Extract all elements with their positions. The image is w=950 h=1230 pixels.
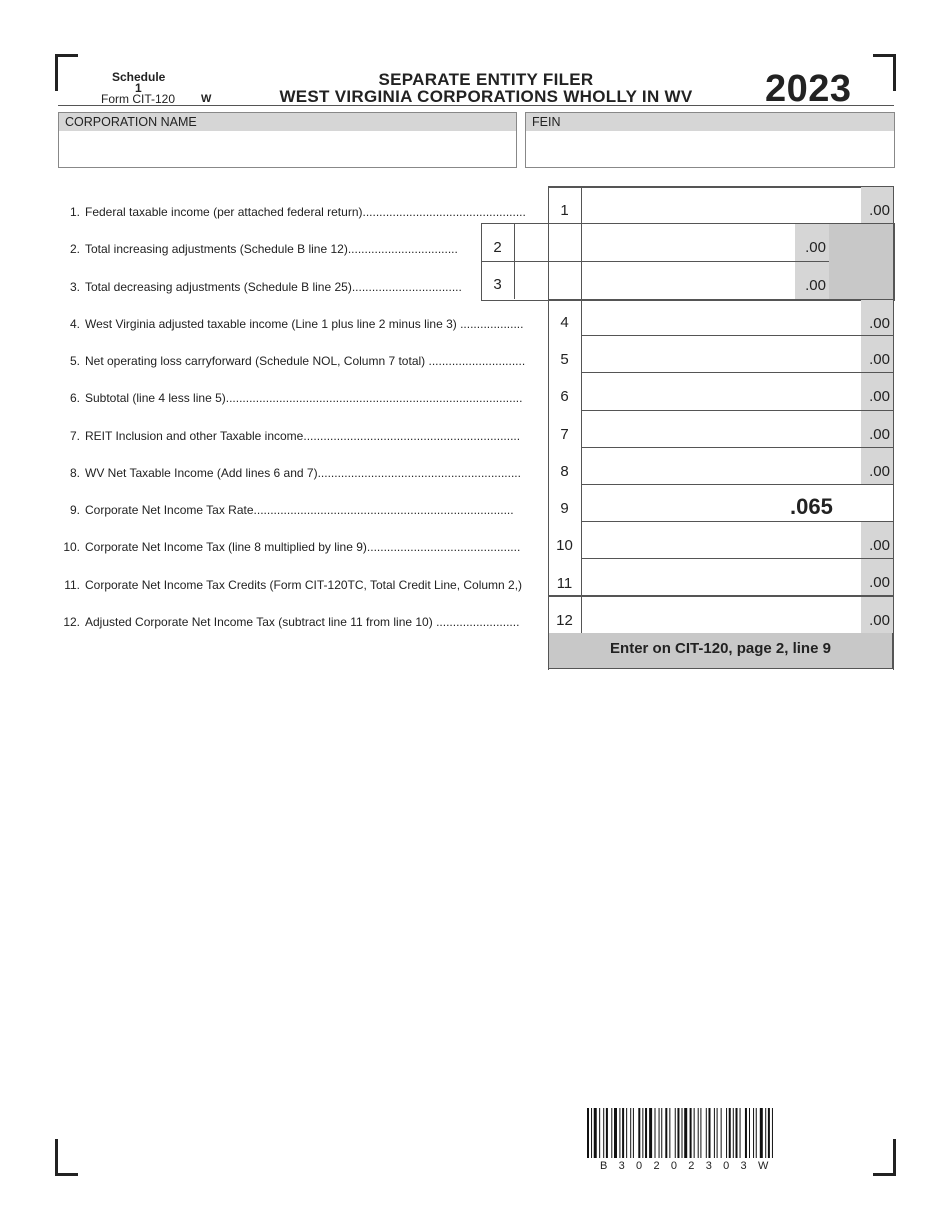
line-11-amount-input[interactable] [582,559,861,595]
barcode-bar [733,1108,734,1158]
tax-year: 2023 [765,68,852,110]
barcode-bar [772,1108,773,1158]
line-8-amount-input[interactable] [582,448,861,484]
schedule-number: 1 [135,81,142,95]
barcode-bar [690,1108,692,1158]
line-6-cents: .00 [861,373,893,410]
barcode-bar [768,1108,770,1158]
barcode-bar [760,1108,763,1158]
line-5-cents: .00 [861,336,893,372]
line-10-amount-input[interactable] [582,522,861,558]
crop-mark-bottom-left [55,1139,78,1176]
form-variant: W [201,93,212,105]
barcode-bar [630,1108,631,1158]
line-12-box-number: 12 [556,612,573,629]
corporation-name-label: CORPORATION NAME [59,113,516,131]
line-2-amount-input[interactable] [515,224,795,261]
barcode-bar [599,1108,600,1158]
barcode-text: B30202303W [600,1160,780,1172]
barcode-bar [642,1108,643,1158]
barcode-bar [698,1108,699,1158]
line-7-cents: .00 [861,411,893,447]
barcode-bar [677,1108,679,1158]
form-title-line1: SEPARATE ENTITY FILER [378,70,594,89]
line-8-label: 8. WV Net Taxable Income (Add lines 6 and 7)............................................................. [69,466,521,480]
barcode-bar [587,1108,589,1158]
fein-label: FEIN [526,113,894,131]
schedule-label: Schedule [112,70,166,84]
barcode [587,1108,853,1158]
barcode-bar [619,1108,620,1158]
header-divider [58,105,894,106]
barcode-bar [729,1108,731,1158]
barcode-bar [661,1108,662,1158]
crop-mark-bottom-right [873,1139,896,1176]
line-5-amount-input[interactable] [582,336,861,372]
barcode-bar [726,1108,727,1158]
line-1-label: 1. Federal taxable income (per attached federal return)................................................. [69,205,526,219]
line-6-amount-input[interactable] [582,373,861,410]
line-4-label: 4. West Virginia adjusted taxable income (Line 1 plus line 2 minus line 3) ................... [69,317,524,331]
barcode-bar [756,1108,757,1158]
barcode-bar [606,1108,608,1158]
tax-rate-value: .065 [790,494,833,519]
form-title-line2: WEST VIRGINIA CORPORATIONS WHOLLY IN WV [279,87,693,106]
barcode-bar [669,1108,670,1158]
barcode-bar [749,1108,750,1158]
line-6-box-number: 6 [560,388,569,405]
line-7-box-number: 7 [560,426,569,443]
barcode-bar [665,1108,667,1158]
line-3-box-number: 3 [493,276,502,293]
barcode-bar [682,1108,683,1158]
line-11-cents: .00 [861,559,893,595]
line-2-label: 2. Total increasing adjustments (Schedule B line 12)................................. [69,242,458,256]
barcode-bar [603,1108,604,1158]
barcode-bar [655,1108,656,1158]
line-10-label: 10. Corporate Net Income Tax (line 8 multiplied by line 9).............................................. [63,540,521,554]
barcode-bar [684,1108,687,1158]
barcode-bar [736,1108,738,1158]
line-2-cents: .00 [795,224,829,261]
line-4-box-number: 4 [560,314,569,331]
barcode-bar [765,1108,766,1158]
barcode-bar [645,1108,647,1158]
barcode-bar [721,1108,722,1158]
line-8-cents: .00 [861,448,893,484]
barcode-bar [753,1108,754,1158]
barcode-bar [649,1108,652,1158]
barcode-bar [700,1108,701,1158]
crop-mark-top-right [873,54,896,91]
line-12-label: 12. Adjusted Corporate Net Income Tax (subtract line 11 from line 10) ......................... [63,615,520,629]
line-10-box-number: 10 [556,537,573,554]
line-11-box-number: 11 [556,575,573,592]
barcode-bar [659,1108,660,1158]
line-6-label: 6. Subtotal (line 4 less line 5)......................................................................................... [69,391,523,405]
form-id: Form CIT-120 [101,92,176,106]
barcode-bar [591,1108,592,1158]
line-9-label: 9. Corporate Net Income Tax Rate.............................................................................. [69,503,514,517]
crop-mark-top-left [55,54,78,91]
barcode-bar [611,1108,612,1158]
barcode-bar [614,1108,617,1158]
line-9-box-number: 9 [560,500,569,517]
barcode-bar [706,1108,707,1158]
line-5-label: 5. Net operating loss carryforward (Schedule NOL, Column 7 total) ............................. [69,354,526,368]
line-12-cents: .00 [861,597,893,633]
enter-instruction: Enter on CIT-120, page 2, line 9 [548,633,893,669]
corporation-name-value[interactable] [59,131,516,171]
line-11-label: 11. Corporate Net Income Tax Credits (Form CIT-120TC, Total Credit Line, Column 2,) [64,578,523,592]
adjustments-shaded-area [829,224,893,299]
barcode-bar [675,1108,676,1158]
barcode-bar [745,1108,747,1158]
line-8-box-number: 8 [560,463,569,480]
line-1-box-number: 1 [560,202,569,219]
barcode-bar [633,1108,634,1158]
barcode-bar [714,1108,715,1158]
corporation-name-field[interactable] [58,112,517,168]
barcode-bar [626,1108,627,1158]
barcode-bar [638,1108,640,1158]
line-3-label: 3. Total decreasing adjustments (Schedule B line 25)................................. [69,280,462,294]
line-1-cents: .00 [861,187,893,223]
line-1-amount-input[interactable] [582,187,861,223]
line-4-cents: .00 [861,300,893,335]
line-10-cents: .00 [861,522,893,558]
fein-field[interactable] [525,112,895,168]
line-7-amount-input[interactable] [582,411,861,447]
barcode-bar [717,1108,718,1158]
row-divider-9 [582,484,893,485]
line-4-amount-input[interactable] [582,300,861,335]
line-2-box-number: 2 [493,239,502,256]
barcode-bar [622,1108,624,1158]
line-3-amount-input[interactable] [515,262,795,299]
line-7-label: 7. REIT Inclusion and other Taxable income................................................................. [69,429,521,443]
line-12-amount-input[interactable] [582,597,861,633]
line-5-box-number: 5 [560,351,569,368]
barcode-bar [740,1108,741,1158]
barcode-bar [709,1108,711,1158]
barcode-bar [694,1108,695,1158]
fein-value[interactable] [526,131,894,171]
line-3-cents: .00 [795,262,829,299]
barcode-bar [594,1108,597,1158]
